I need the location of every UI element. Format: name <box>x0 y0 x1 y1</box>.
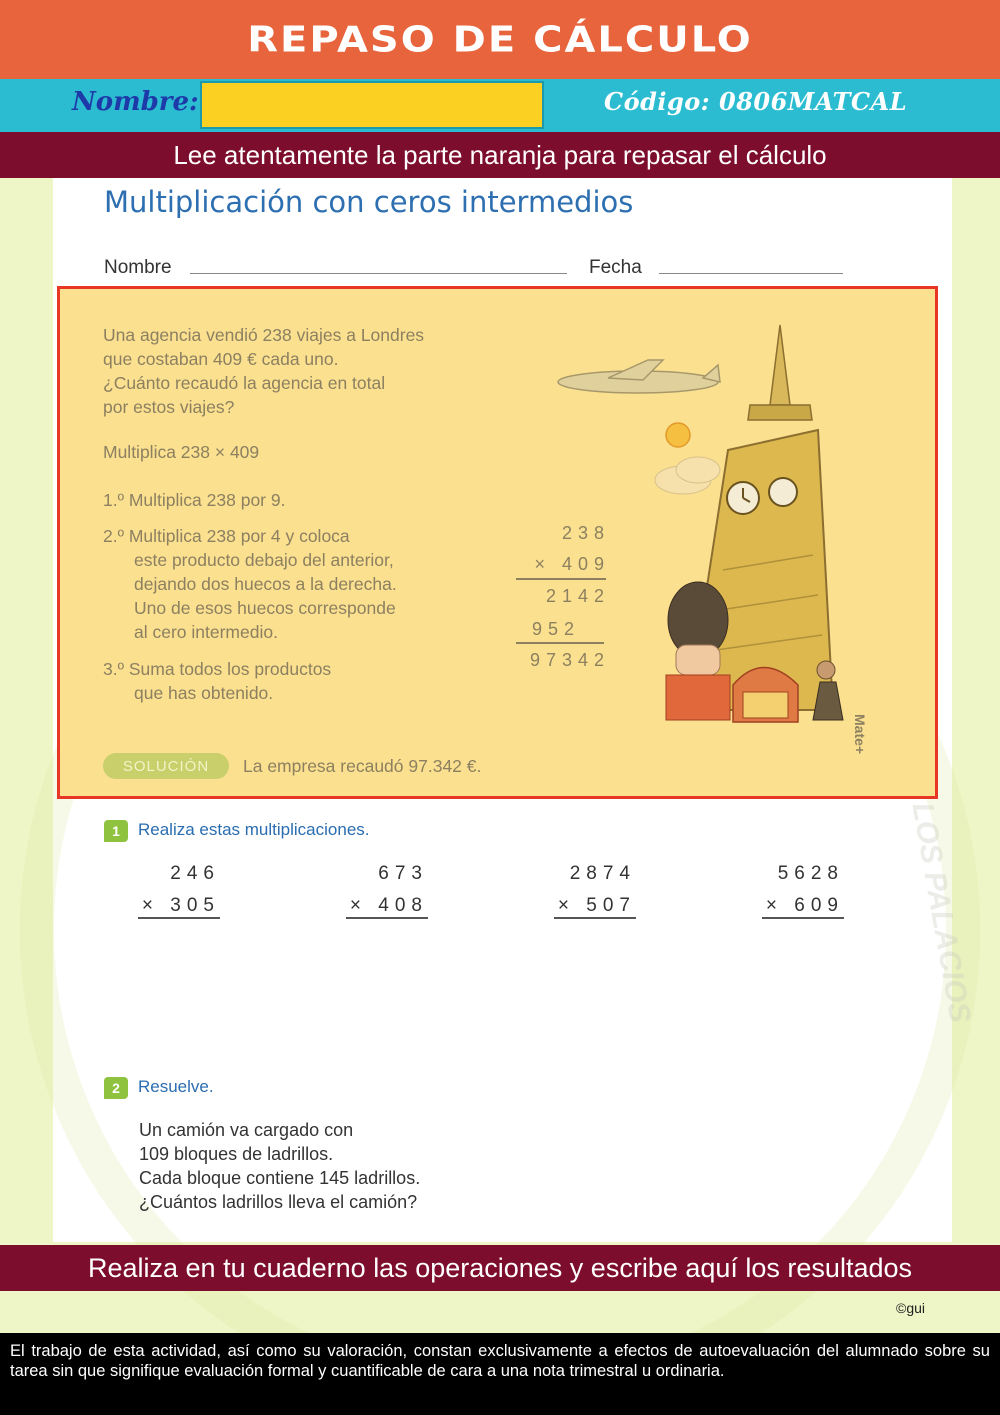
op1-line <box>138 917 220 919</box>
problem-text: Una agencia vendió 238 viajes a Londres que costaban 409 € cada uno. ¿Cuánto recaudó la agencia en total por estos viajes? <box>103 325 425 417</box>
op2-bottom: × 408 <box>349 895 428 916</box>
header-bar <box>0 0 1000 79</box>
exercise-1-title: Realiza estas multiplicaciones. <box>138 820 370 839</box>
activity-code: Código: 0806MATCAL <box>604 87 908 116</box>
worksheet-title: Multiplicación con ceros intermedios <box>104 185 634 219</box>
exercise-2-title: Resuelve. <box>138 1077 214 1096</box>
footer-disclaimer: El trabajo de esta actividad, así como su valoración, constan exclusivamente a efectos de autoevaluación del alumnado sobre su tarea sin que signifique evaluación formal y cuantificable de cara a una nota trimestral u ordinaria. <box>0 1333 1000 1415</box>
op2-top: 673 <box>378 863 428 884</box>
multiply-instruction: Multiplica 238 × 409 <box>103 442 260 462</box>
op1-top: 246 <box>170 863 220 884</box>
exercise-2-problem: Un camión va cargado con 109 bloques de ladrillos. Cada bloque contiene 145 ladrillos. ¿Cuántos ladrillos lleva el camión? <box>139 1120 421 1212</box>
clouds-icon <box>655 457 720 494</box>
step-1: 1.º Multiplica 238 por 9. <box>103 490 286 510</box>
sun-icon <box>666 423 690 447</box>
instruction-bar <box>0 132 1000 178</box>
calc-partial-2: 952 <box>531 619 580 639</box>
phone-booth-icon <box>733 668 798 723</box>
name-input[interactable] <box>200 81 544 129</box>
page-title: REPASO DE CÁLCULO <box>247 18 753 61</box>
name-bar <box>0 79 1000 132</box>
calc-multiplicand: 238 <box>561 523 610 543</box>
results-bar <box>0 1245 1000 1291</box>
fecha-label: Fecha <box>589 257 642 278</box>
op3-bottom: × 507 <box>557 895 636 916</box>
op3-top: 2874 <box>569 863 636 884</box>
credit-text: Mate+ <box>852 714 868 755</box>
exercise-1-number: 1 <box>104 820 128 842</box>
big-ben-illustration <box>548 320 888 740</box>
op4-top: 5628 <box>777 863 844 884</box>
calc-multiplier: × 409 <box>534 554 610 574</box>
name-label: Nombre: <box>72 87 199 117</box>
copyright: ©gui <box>896 1300 925 1316</box>
watermark-text: LOS PALACIOS <box>905 800 977 1026</box>
nombre-label: Nombre <box>104 257 172 278</box>
step-3: 3.º Suma todos los productos que has obtenido. <box>103 659 332 703</box>
solution-text: La empresa recaudó 97.342 €. <box>243 756 482 776</box>
airplane-icon <box>558 360 720 393</box>
exercise-2-number: 2 <box>104 1077 128 1099</box>
fecha-line <box>659 273 843 274</box>
solution-badge: SOLUCIÓN <box>103 753 229 779</box>
results-instruction: Realiza en tu cuaderno las operaciones y escribe aquí los resultados <box>88 1252 912 1283</box>
nombre-line <box>190 273 567 274</box>
step-2: 2.º Multiplica 238 por 4 y coloca este producto debajo del anterior, dejando dos huecos a la derecha. Uno de esos huecos corresponde al cero intermedio. <box>103 526 397 642</box>
op3-line <box>554 917 636 919</box>
calc-partial-1: 2142 <box>545 586 610 606</box>
op1-bottom: × 305 <box>141 895 220 916</box>
op4-line <box>762 917 844 919</box>
instruction-text: Lee atentamente la parte naranja para repasar el cálculo <box>173 139 827 170</box>
op2-line <box>346 917 428 919</box>
op4-bottom: × 609 <box>765 895 844 916</box>
calc-result: 97342 <box>529 650 610 670</box>
